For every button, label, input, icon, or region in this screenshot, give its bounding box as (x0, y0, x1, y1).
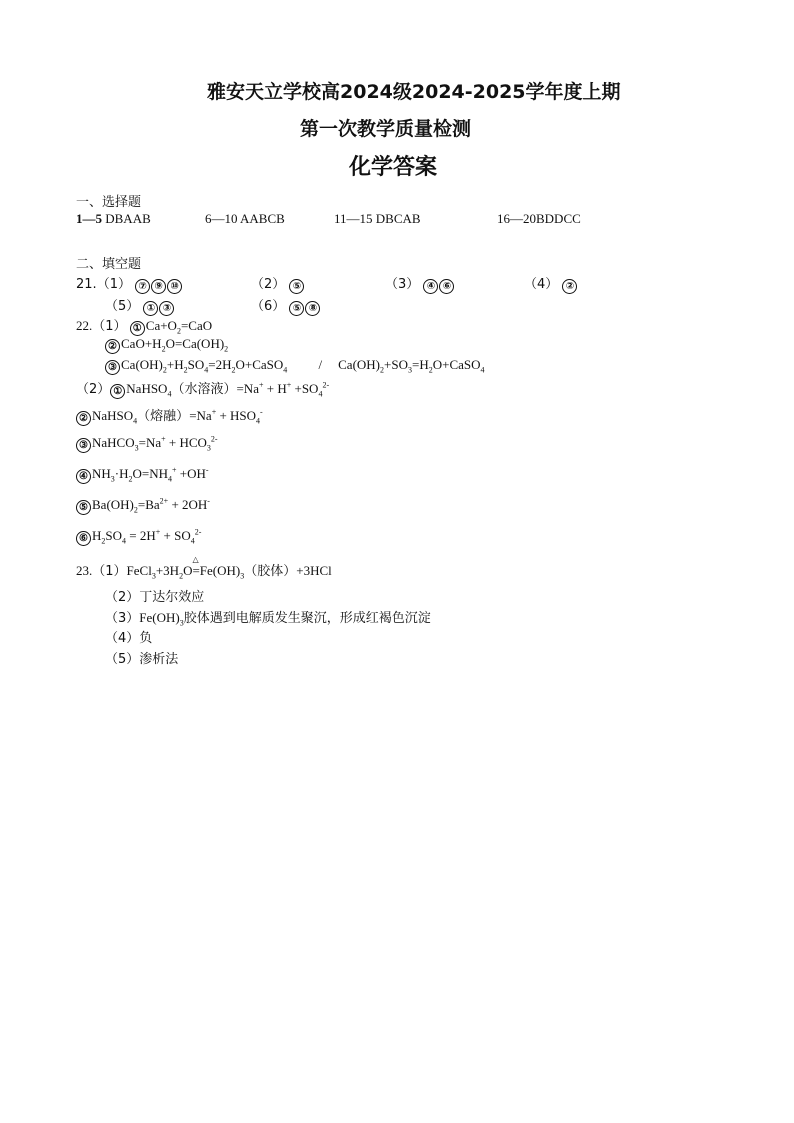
exam-subtitle: 第一次教学质量检测 (300, 118, 472, 140)
q21-part-6: （6） ⑤ ⑧ (251, 295, 321, 316)
q22-eq-7: ④ $NH_3\cdot H_2O=NH_4^+ +OH^-$ (76, 466, 209, 484)
q22-eq-2: ② $CaO+H_2O=Ca(OH)_2$ (105, 336, 228, 354)
q23-part-2: （2）丁达尔效应 (105, 590, 205, 605)
q22-eq-3: ③ $Ca(OH)_2+H_2SO_4=2H_2O+CaSO_4$ / $Ca(OH)_2+SO_3=H_2O+CaSO_4$ (105, 357, 485, 375)
q21-part-1: 21.（1） ⑦ ⑨ ⑩ (76, 273, 183, 294)
q23-eq-1: $23.(1)FeCl_3+3H_2O$ △ $=Fe(OH)_3$（胶体）+3HCl (76, 555, 332, 581)
q23-part-3: $(3)Fe(OH)_3$胶体遇到电解质发生聚沉，形成红褐色沉淀 (105, 610, 431, 628)
choice-group-3: 11—15 DBCAB (334, 211, 421, 226)
q22-eq-4: （2） ① NaHSO$_4$（水溶液）$=Na^+ + H^+ +SO_4^{2-}$ (76, 380, 330, 399)
q22-eq-6: ③ NaHCO$_3$=Na+ + $HCO_3^{2-}$ (76, 435, 218, 453)
q22-eq-1: 22.（1） ① $Ca+O_2=CaO$ (76, 318, 213, 336)
answer-title: 化学答案 (349, 155, 438, 180)
q21-part-4: （4） ② (524, 273, 578, 294)
q22-eq-5: ② NaHSO$_4$（熔融）$=Na^+ + HSO_4^-$ (76, 405, 263, 426)
q21-part-3: （3） ④ ⑥ (385, 273, 455, 294)
section-fill-title: 二、填空题 (76, 257, 142, 272)
q22-eq-8: ⑤ $Ba(OH)_2=Ba^{2+} + 2OH^-$ (76, 497, 210, 515)
section-choice-title: 一、选择题 (76, 195, 142, 210)
q23-part-5: （5）渗析法 (105, 652, 179, 667)
q23-part-4: （4）负 (105, 631, 153, 646)
exam-title: 雅安天立学校高2024级2024-2025学年度上期 (207, 81, 621, 103)
q22-eq-9: ⑥ $H_2SO_4 = 2H^+ + SO_4^{2-}$ (76, 528, 201, 546)
q21-part-2: （2） ⑤ (251, 273, 305, 294)
choice-group-1: 1—5 DBAAB (76, 211, 151, 226)
choice-group-4: 16—20BDDCC (497, 211, 581, 226)
choice-group-2: 6—10 AABCB (205, 211, 285, 226)
q21-part-5: （5） ① ③ (105, 295, 175, 316)
